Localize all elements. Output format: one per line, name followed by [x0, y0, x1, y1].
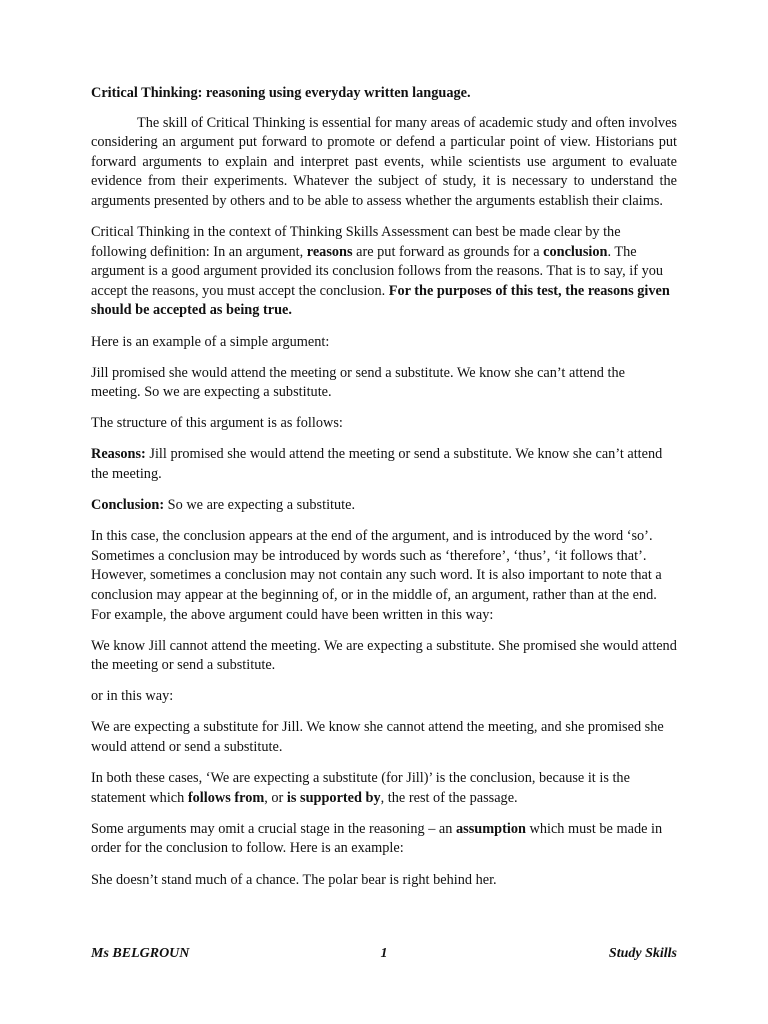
- paragraph-polar-bear: She doesn’t stand much of a chance. The polar bear is right behind her.: [91, 871, 497, 888]
- paragraph-or: or in this way:: [91, 688, 174, 705]
- paragraph-explanation: In this case, the conclusion appears at the end of the argument, and is introduced by the word ‘so’. Sometimes a conclusion may be introduced by words such as ‘therefore’, ‘thus’, ‘it follows that’. However, sometimes a conclusion may not contain any such word. It is also important to note that a conclusion may appear at the beginning of, or in the middle of, an argument, rather than at the end. For example, the above argument could have been written in this way:: [91, 528, 662, 623]
- page-footer: [91, 946, 677, 962]
- term-assumption: assumption: [456, 820, 526, 837]
- footer-author: Ms BELGROUN: [91, 946, 190, 961]
- document-body: [91, 84, 677, 902]
- paragraph-both-cases: In both these cases, ‘We are expecting a substitute (for Jill)’ is the conclusion, because it is the statement which follows from, or is supported by, the rest of the passage.: [91, 770, 630, 806]
- term-follows-from: follows from: [187, 789, 265, 806]
- page-number: 1: [380, 946, 388, 961]
- paragraph-intro: The skill of Critical Thinking is essential for many areas of academic study and often involves considering an argument put forward to promote or defend a particular point of view. Historians put forward arguments to explain and interpret past events, while scientists use argument to evaluate evidence from their experiments. Whatever the subject of study, it is necessary to understand the arguments presented by others and to be able to assess whether the arguments establish their claims.: [91, 114, 677, 209]
- paragraph-example: Jill promised she would attend the meeting or send a substitute. We know she can’t attend the meeting. So we are expecting a substitute.: [91, 364, 625, 401]
- paragraph-example-intro: Here is an example of a simple argument:: [91, 333, 330, 350]
- document-title: Critical Thinking: reasoning using everyday written language.: [91, 85, 471, 101]
- paragraph-reasons: Reasons: Jill promised she would attend the meeting or send a substitute. We know she can’t attend the meeting.: [91, 446, 663, 482]
- paragraph-assumption: Some arguments may omit a crucial stage in the reasoning – an assumption which must be made in order for the conclusion to follow. Here is an example:: [91, 820, 663, 857]
- term-conclusion: conclusion: [543, 243, 608, 260]
- paragraph-conclusion: Conclusion: So we are expecting a substitute.: [91, 497, 356, 514]
- term-reasons: reasons: [306, 243, 353, 260]
- term-is-supported-by: is supported by: [286, 789, 381, 806]
- paragraph-variant-1: We know Jill cannot attend the meeting. We are expecting a substitute. She promised she would attend the meeting or send a substitute.: [91, 637, 677, 674]
- paragraph-structure: The structure of this argument is as follows:: [91, 415, 343, 432]
- footer-course: Study Skills: [608, 946, 677, 961]
- paragraph-definition: Critical Thinking in the context of Thinking Skills Assessment can best be made clear by the following definition: In an argument, reasons are put forward as grounds for a conclusion. The argument is a good argument provided its conclusion follows from the reasons. That is to say, if you accept the reasons, you must accept the conclusion. For the purposes of this test, the reasons given should be accepted as being true.: [91, 224, 670, 319]
- test-note: For the purposes of this test, the reasons given should be accepted as being true.: [91, 282, 670, 319]
- reasons-label: Reasons:: [91, 446, 146, 463]
- conclusion-label: Conclusion:: [91, 497, 165, 514]
- paragraph-variant-2: We are expecting a substitute for Jill. We know she cannot attend the meeting, and she promised she would attend or send a substitute.: [91, 719, 664, 756]
